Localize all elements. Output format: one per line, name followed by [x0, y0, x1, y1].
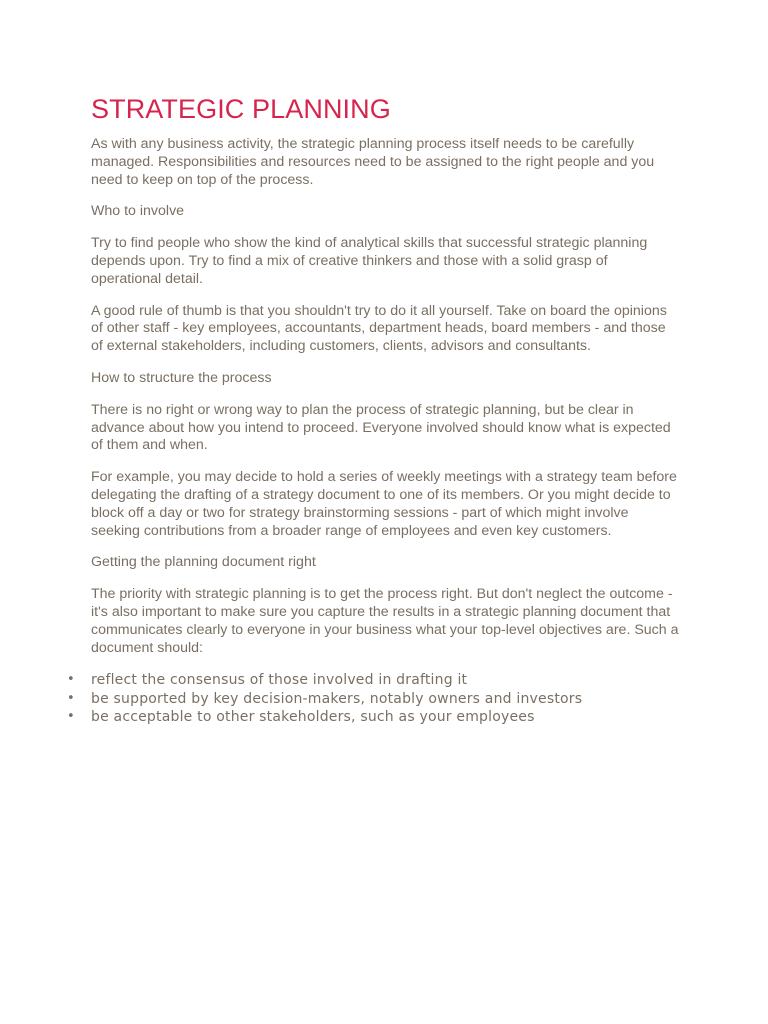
paragraph-priority: The priority with strategic planning is to get the process right. But don't neglect the outcome - it's also important to make sure you capture the results in a strategic planning document that communicates clearly to everyone in your business what your top-level objectives are. Such a document should: — [91, 586, 679, 656]
bullet-icon: • — [67, 672, 75, 688]
list-item-text: be supported by key decision-makers, notably owners and investors — [91, 690, 583, 707]
bullet-icon: • — [67, 709, 75, 725]
list-item — [67, 708, 680, 727]
section-heading-who-to-involve: Who to involve — [91, 203, 185, 220]
list-item — [67, 671, 680, 690]
paragraph-analytical-skills: Try to find people who show the kind of analytical skills that successful strategic planning depends upon. Try to find a mix of creative thinkers and those with a solid grasp of operational detail. — [91, 235, 648, 287]
section-heading-structure-process: How to structure the process — [91, 369, 272, 386]
section-heading-planning-document: Getting the planning document right — [91, 554, 316, 571]
paragraph-for-example: For example, you may decide to hold a series of weekly meetings with a strategy team before delegating the drafting of a strategy document to one of its members. Or you might decide to block off a day or two for strategy brainstorming sessions - part of which might involve seeking contributions from a broader range of employees and even key customers. — [91, 469, 677, 539]
paragraph-no-right-or-wrong: There is no right or wrong way to plan the process of strategic planning, but be clear in advance about how you intend to proceed. Everyone involved should know what is expected of them and when. — [91, 401, 671, 454]
bullet-icon: • — [67, 690, 75, 706]
bullet-list — [67, 671, 680, 727]
list-item — [67, 690, 680, 709]
page-title: STRATEGIC PLANNING — [91, 94, 391, 124]
paragraph-rule-of-thumb: A good rule of thumb is that you shouldn't try to do it all yourself. Take on board the opinions of other staff - key employees, accountants, department heads, board members - and those of external stakeholders, including customers, clients, advisors and consultants. — [91, 302, 667, 355]
list-item-text: be acceptable to other stakeholders, such as your employees — [91, 709, 535, 726]
list-item-text: reflect the consensus of those involved in drafting it — [91, 672, 468, 689]
intro-paragraph: As with any business activity, the strategic planning process itself needs to be carefully managed. Responsibilities and resources need to be assigned to the right people and you need to keep on top of the process. — [91, 136, 655, 188]
